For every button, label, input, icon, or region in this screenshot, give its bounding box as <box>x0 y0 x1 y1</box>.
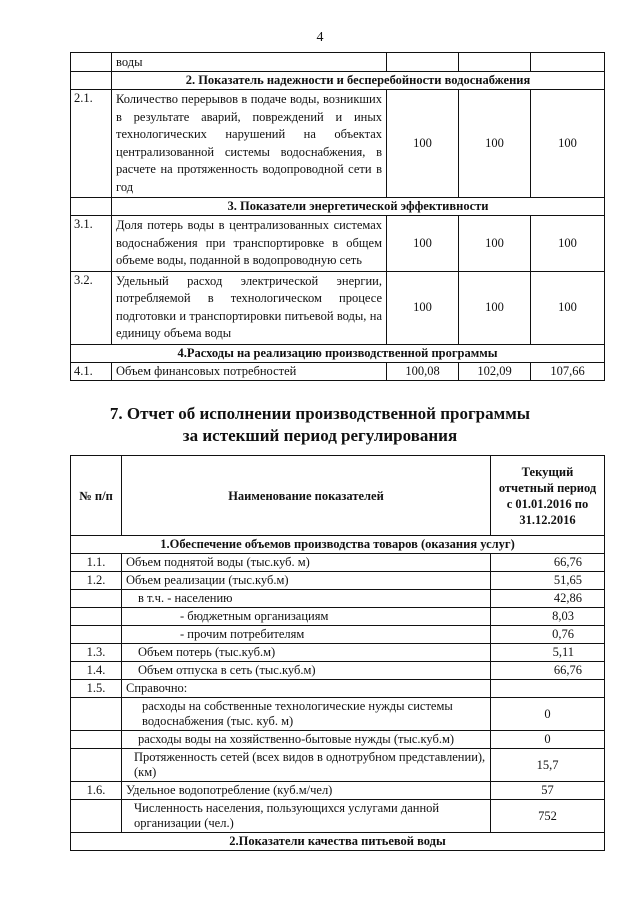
row-name: Объем реализации (тыс.куб.м) <box>122 572 491 590</box>
table-row <box>71 608 605 626</box>
row-value: 0 <box>491 731 605 749</box>
section-header <box>71 198 605 216</box>
row-value: 66,76 <box>491 554 605 572</box>
section-title: 1.Обеспечение объемов производства товаров (оказания услуг) <box>71 536 605 554</box>
row-name: Доля потерь воды в централизованных системах водоснабжения при транспортировке в общем объеме воды, поданной в водопроводную сеть <box>112 216 387 272</box>
row-number: 1.4. <box>71 662 122 680</box>
row-value: 66,76 <box>491 662 605 680</box>
row-value: 15,7 <box>491 749 605 782</box>
row-name: расходы на собственные технологические нужды системы водоснабжения (тыс. куб. м) <box>122 698 491 731</box>
row-name: в т.ч. - населению <box>122 590 491 608</box>
table-row <box>71 644 605 662</box>
row-name: Удельный расход электрической энергии, потребляемой в технологическом процесе подготовки и транспортировки питьевой воды, на единицу объема воды <box>112 271 387 344</box>
table-row <box>71 90 605 198</box>
row-number: 1.2. <box>71 572 122 590</box>
row-name: Объем поднятой воды (тыс.куб. м) <box>122 554 491 572</box>
row-number <box>71 590 122 608</box>
row-name: Объем потерь (тыс.куб.м) <box>122 644 491 662</box>
value-1: 100 <box>387 216 459 272</box>
value-3: 107,66 <box>531 362 605 380</box>
value-1: 100,08 <box>387 362 459 380</box>
section-header <box>71 536 605 554</box>
row-value: 0,76 <box>491 626 605 644</box>
row-number: 1.5. <box>71 680 122 698</box>
cell-num <box>71 53 112 72</box>
table-header-row <box>71 456 605 536</box>
row-number: 1.6. <box>71 782 122 800</box>
row-value <box>491 680 605 698</box>
row-number: 1.1. <box>71 554 122 572</box>
row-number <box>71 731 122 749</box>
table-row <box>71 271 605 344</box>
value-1: 100 <box>387 271 459 344</box>
row-number: 2.1. <box>71 90 112 198</box>
value-3: 100 <box>531 271 605 344</box>
row-value: 42,86 <box>491 590 605 608</box>
table-row <box>71 216 605 272</box>
table-row <box>71 800 605 833</box>
indicators-table <box>70 52 605 381</box>
row-name: расходы воды на хозяйственно-бытовые нужды (тыс.куб.м) <box>122 731 491 749</box>
value-3: 100 <box>531 216 605 272</box>
section-title: 2. Показатель надежности и бесперебойности водоснабжения <box>112 72 605 90</box>
value-2: 100 <box>459 271 531 344</box>
section-header <box>71 344 605 362</box>
row-value: 5,11 <box>491 644 605 662</box>
section-header <box>71 72 605 90</box>
row-name: Удельное водопотребление (куб.м/чел) <box>122 782 491 800</box>
row-name: Численность населения, пользующихся услугами данной организации (чел.) <box>122 800 491 833</box>
row-value: 752 <box>491 800 605 833</box>
value-2: 100 <box>459 216 531 272</box>
value-2: 100 <box>459 90 531 198</box>
table-row <box>71 782 605 800</box>
row-number <box>71 626 122 644</box>
section-title: 2.Показатели качества питьевой воды <box>71 833 605 851</box>
section-header <box>71 833 605 851</box>
row-number <box>71 800 122 833</box>
page-number: 4 <box>316 30 324 45</box>
header-period: Текущий отчетный период с 01.01.2016 по 31.12.2016 <box>491 456 605 536</box>
section-title: 4.Расходы на реализацию производственной программы <box>71 344 605 362</box>
row-name: Справочно: <box>122 680 491 698</box>
table-row <box>71 53 605 72</box>
header-name: Наименование показателей <box>122 456 491 536</box>
table-row <box>71 731 605 749</box>
section-title: 3. Показатели энергетической эффективности <box>112 198 605 216</box>
table-row <box>71 698 605 731</box>
row-number: 3.2. <box>71 271 112 344</box>
cell-name: воды <box>112 53 387 72</box>
table-row <box>71 680 605 698</box>
table-row <box>71 590 605 608</box>
row-name: Протяженность сетей (всех видов в однотрубном представлении), (км) <box>122 749 491 782</box>
row-name: Количество перерывов в подаче воды, возникших в результате аварий, повреждений и иных технологических нарушений на объектах централизованной системы водоснабжения, в расчете на протяженность водопроводной сети в год <box>112 90 387 198</box>
row-name: - бюджетным организациям <box>122 608 491 626</box>
table-row <box>71 362 605 380</box>
row-number <box>71 698 122 731</box>
table-row <box>71 554 605 572</box>
title-line-1: 7. Отчет об исполнении производственной программы <box>109 404 531 423</box>
value-3: 100 <box>531 90 605 198</box>
table-row <box>71 662 605 680</box>
row-number <box>71 749 122 782</box>
row-name: Объем финансовых потребностей <box>112 362 387 380</box>
title-line-2: за истекший период регулирования <box>182 426 458 445</box>
section-7-title <box>0 403 640 447</box>
row-name: Объем отпуска в сеть (тыс.куб.м) <box>122 662 491 680</box>
table-row <box>71 626 605 644</box>
row-number <box>71 608 122 626</box>
value-2: 102,09 <box>459 362 531 380</box>
table-row <box>71 749 605 782</box>
row-value: 8,03 <box>491 608 605 626</box>
table-row <box>71 572 605 590</box>
row-value: 57 <box>491 782 605 800</box>
row-value: 0 <box>491 698 605 731</box>
row-number: 3.1. <box>71 216 112 272</box>
row-number: 1.3. <box>71 644 122 662</box>
row-number: 4.1. <box>71 362 112 380</box>
report-table <box>70 455 605 851</box>
header-num: № п/п <box>71 456 122 536</box>
row-value: 51,65 <box>491 572 605 590</box>
row-name: - прочим потребителям <box>122 626 491 644</box>
value-1: 100 <box>387 90 459 198</box>
